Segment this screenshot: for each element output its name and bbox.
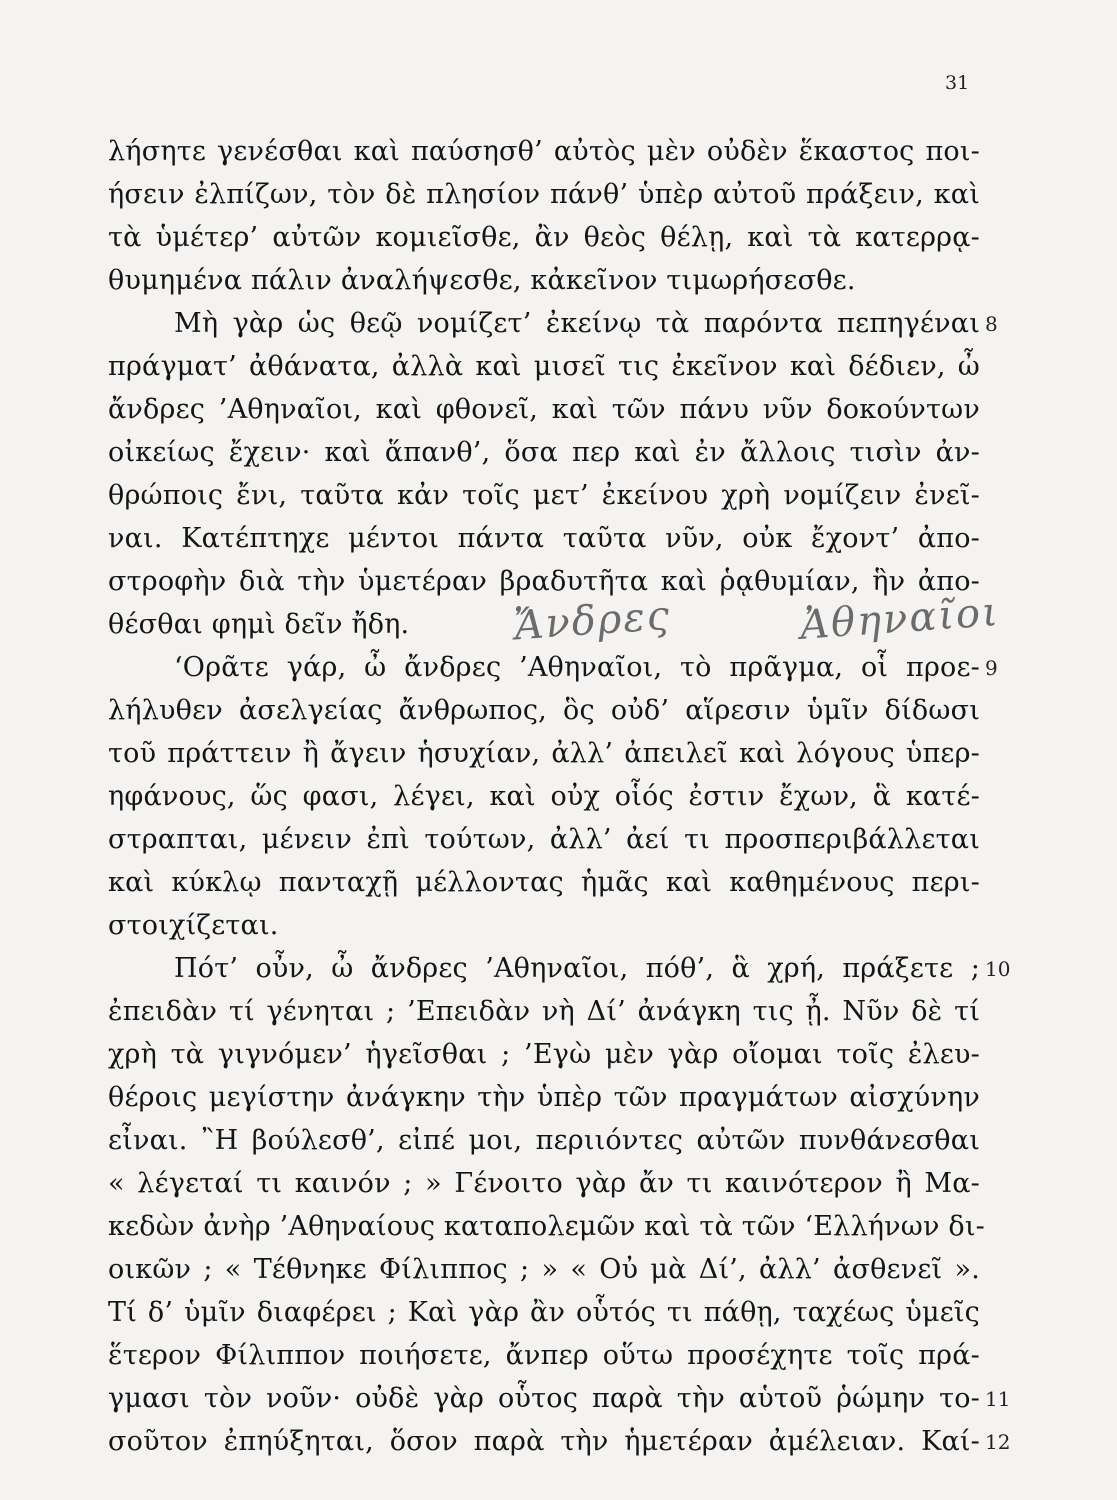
text-line: « λέγεταί τι καινόν ; » Γένοιτο γὰρ ἄν τι καινότερον ἢ Μα-	[108, 1168, 980, 1199]
text-line: γμασι τὸν νοῦν· οὐδὲ γὰρ οὗτος παρὰ τὴν αὑτοῦ ῥώμην το-	[108, 1383, 980, 1414]
text-line: λήσητε γενέσθαι καὶ παύσησθ’ αὐτὸς μὲν οὐδὲν ἕκαστος ποι-	[108, 136, 980, 167]
text-line: λήλυθεν ἀσελγείας ἄνθρωπος, ὃς οὐδ’ αἵρεσιν ὑμῖν δίδωσι	[108, 695, 980, 726]
text-line: ήσειν ἐλπίζων, τὸν δὲ πλησίον πάνθ’ ὑπὲρ αὐτοῦ πράξειν, καὶ	[108, 179, 980, 210]
handwritten-annotation: Ἀθηναῖοι	[798, 589, 1002, 649]
text-line: θέσθαι φημὶ δεῖν ἤδη.	[108, 609, 410, 640]
text-line: τὰ ὑμέτερ’ αὐτῶν κομιεῖσθε, ἂν θεὸς θέλῃ, καὶ τὰ κατερρᾳ-	[108, 222, 980, 253]
text-line: οἰκείως ἔχειν· καὶ ἅπανθ’, ὅσα περ καὶ ἐν ἄλλοις τισὶν ἀν-	[108, 437, 980, 468]
text-line: στοιχίζεται.	[108, 910, 279, 941]
text-line: ‘Ορᾶτε γάρ, ὦ ἄνδρες ’Αθηναῖοι, τὸ πρᾶγμα, οἷ προε-	[174, 652, 980, 683]
text-line: θρώποις ἔνι, ταῦτα κἀν τοῖς μετ’ ἐκείνου χρὴ νομίζειν ἐνεῖ-	[108, 480, 980, 511]
text-line: ηφάνους, ὥς φασι, λέγει, καὶ οὐχ οἷός ἐστιν ἔχων, ἃ κατέ-	[108, 781, 980, 812]
margin-section-number: 12	[985, 1430, 1011, 1454]
text-line: στραπται, μένειν ἐπὶ τούτων, ἀλλ’ ἀεί τι προσπεριβάλλεται	[108, 824, 980, 855]
text-line: θυμημένα πάλιν ἀναλήψεσθε, κἀκεῖνον τιμωρήσεσθε.	[108, 265, 856, 296]
text-line: ἄνδρες ’Αθηναῖοι, καὶ φθονεῖ, καὶ τῶν πάνυ νῦν δοκούντων	[108, 394, 980, 425]
text-line: τοῦ πράττειν ἢ ἄγειν ἡσυχίαν, ἀλλ’ ἀπειλεῖ καὶ λόγους ὑπερ-	[108, 738, 980, 769]
text-line: οικῶν ; « Τέθνηκε Φίλιππος ; » « Οὐ μὰ Δί’, ἀλλ’ ἀσθενεῖ ».	[108, 1254, 980, 1285]
margin-section-number: 10	[985, 957, 1011, 981]
margin-section-number: 11	[985, 1387, 1011, 1411]
text-line: σοῦτον ἐπηύξηται, ὅσον παρὰ τὴν ἡμετέραν ἀμέλειαν. Καί-	[108, 1426, 980, 1457]
page-number: 31	[945, 72, 970, 94]
text-line: κεδὼν ἀνὴρ ’Αθηναίους καταπολεμῶν καὶ τὰ τῶν ‘Ελλήνων δι-	[108, 1211, 985, 1242]
text-line: ναι. Κατέπτηχε μέντοι πάντα ταῦτα νῦν, οὐκ ἔχοντ’ ἀπο-	[108, 523, 980, 554]
text-line: στροφὴν διὰ τὴν ὑμετέραν βραδυτῆτα καὶ ῥᾳθυμίαν, ἣν ἀπο-	[108, 566, 980, 597]
text-line: καὶ κύκλῳ πανταχῇ μέλλοντας ἡμᾶς καὶ καθημένους περι-	[108, 867, 980, 898]
text-line: χρὴ τὰ γιγνόμεν’ ἡγεῖσθαι ; ’Εγὼ μὲν γὰρ οἴομαι τοῖς ἐλευ-	[108, 1039, 980, 1070]
text-line: πράγματ’ ἀθάνατα, ἀλλὰ καὶ μισεῖ τις ἐκεῖνον καὶ δέδιεν, ὦ	[108, 351, 980, 382]
text-line: εἶναι. ῍Η βούλεσθ’, εἰπέ μοι, περιιόντες αὐτῶν πυνθάνεσθαι	[108, 1125, 980, 1156]
handwritten-annotation: Ἄνδρες	[512, 592, 673, 650]
text-line: Πότ’ οὖν, ὦ ἄνδρες ’Αθηναῖοι, πόθ’, ἃ χρή, πράξετε ;	[174, 953, 980, 984]
text-line: ἐπειδὰν τί γένηται ; ’Επειδὰν νὴ Δί’ ἀνάγκη τις ᾖ. Νῦν δὲ τί	[108, 996, 980, 1027]
text-line: Τί δ’ ὑμῖν διαφέρει ; Καὶ γὰρ ἂν οὗτός τι πάθῃ, ταχέως ὑμεῖς	[108, 1297, 980, 1328]
text-line: θέροις μεγίστην ἀνάγκην τὴν ὑπὲρ τῶν πραγμάτων αἰσχύνην	[108, 1082, 980, 1113]
margin-section-number: 8	[985, 312, 998, 336]
text-line: ἕτερον Φίλιππον ποιήσετε, ἄνπερ οὕτω προσέχητε τοῖς πρά-	[108, 1340, 980, 1371]
margin-section-number: 9	[985, 656, 998, 680]
text-line: Μὴ γὰρ ὡς θεῷ νομίζετ’ ἐκείνῳ τὰ παρόντα πεπηγέναι	[174, 308, 980, 339]
